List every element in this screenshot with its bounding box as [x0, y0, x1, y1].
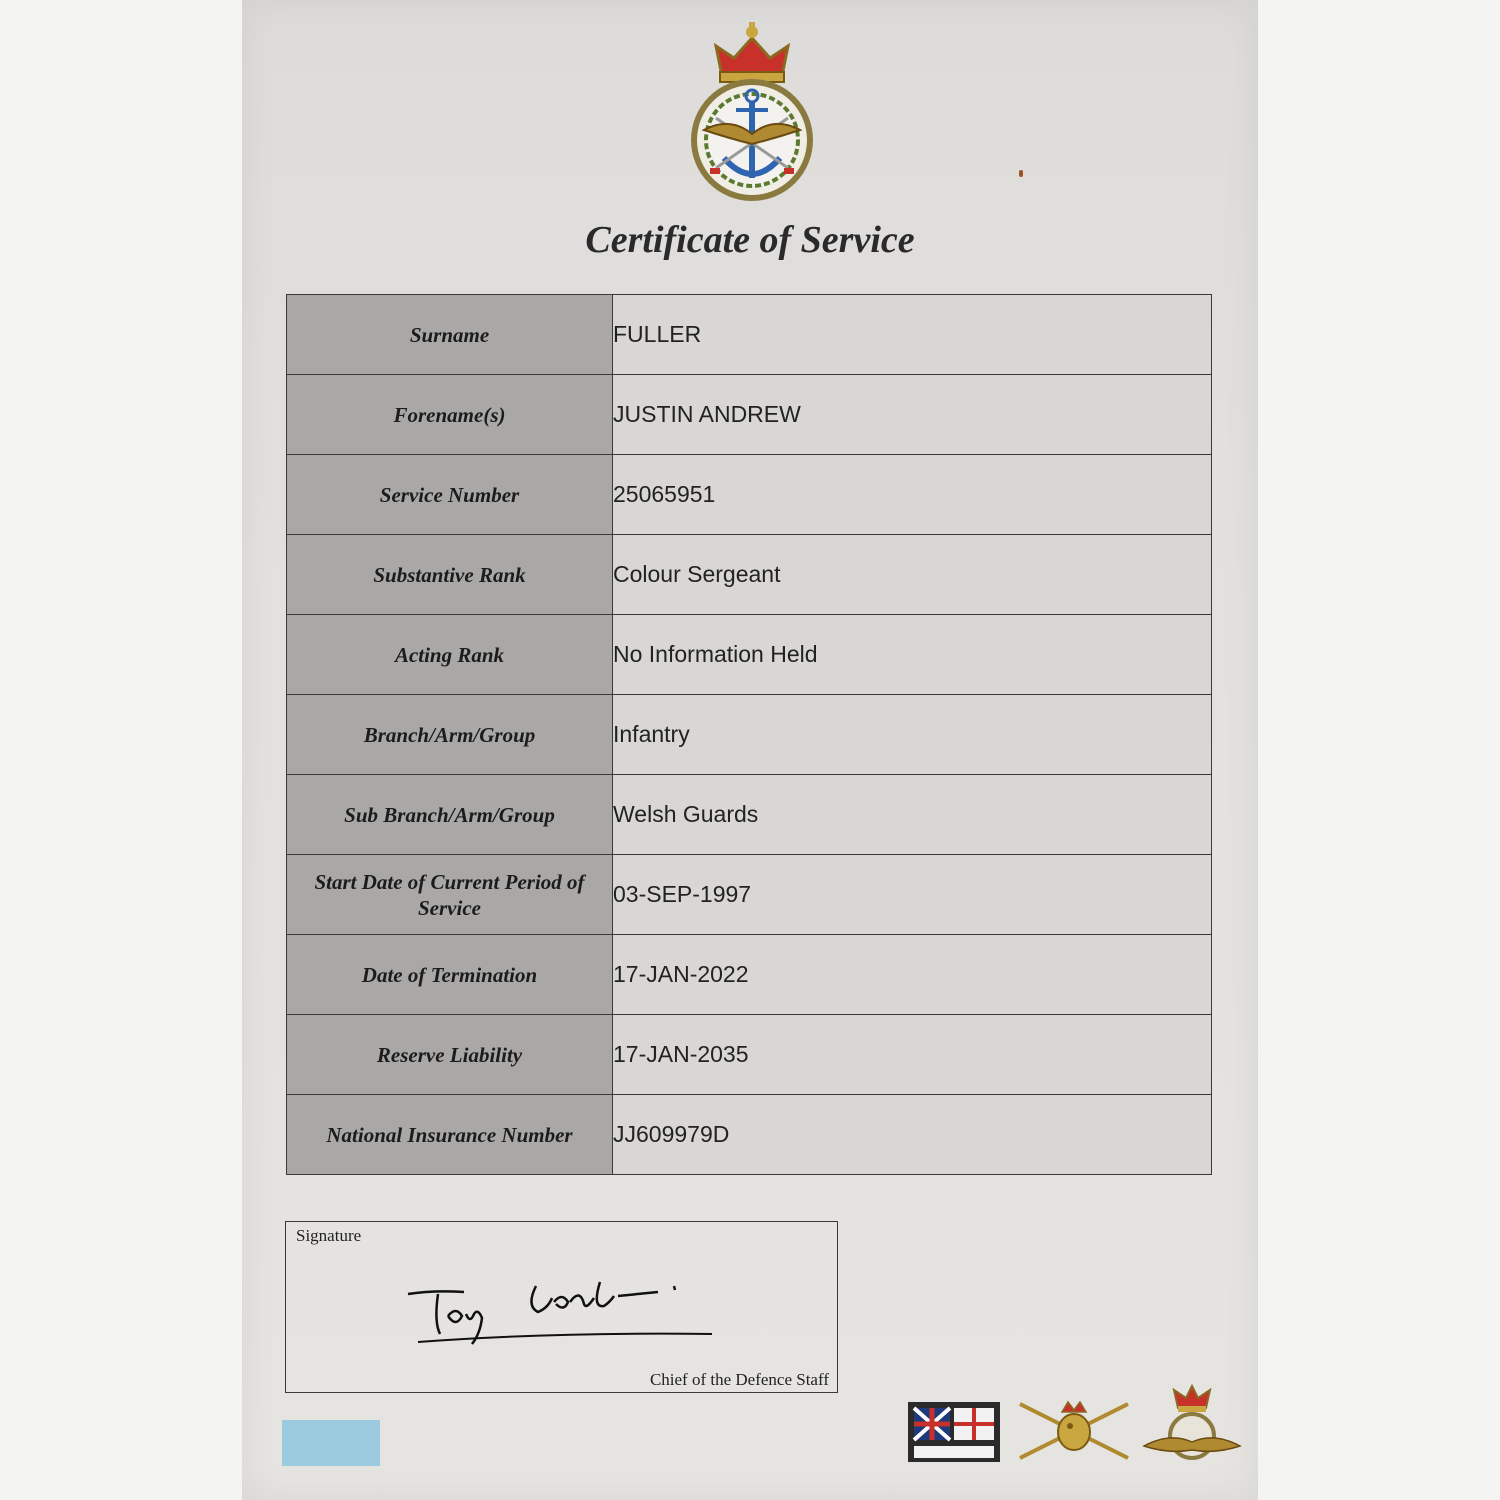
value-surname: FULLER — [613, 295, 1212, 375]
value-ni-number: JJ609979D — [613, 1095, 1212, 1175]
label-forenames: Forename(s) — [287, 375, 613, 455]
signatory-position: Chief of the Defence Staff — [649, 1370, 829, 1389]
certificate-title: Certificate of Service — [585, 219, 915, 261]
signature-label: Signature — [296, 1226, 362, 1245]
service-details-table — [286, 294, 1212, 1175]
row-service-number — [287, 455, 1212, 535]
label-substantive-rank: Substantive Rank — [287, 535, 613, 615]
handwritten-signature — [404, 1272, 724, 1362]
label-branch: Branch/Arm/Group — [287, 695, 613, 775]
label-service-number: Service Number — [287, 455, 613, 535]
value-acting-rank: No Information Held — [613, 615, 1212, 695]
royal-air-force-logo-icon — [1140, 1384, 1244, 1464]
label-ni-number: National Insurance Number — [287, 1095, 613, 1175]
british-army-logo-icon — [1014, 1398, 1134, 1464]
royal-navy-logo-icon — [908, 1402, 1000, 1462]
row-forenames — [287, 375, 1212, 455]
value-substantive-rank: Colour Sergeant — [613, 535, 1212, 615]
row-surname — [287, 295, 1212, 375]
row-reserve-liability — [287, 1015, 1212, 1095]
label-acting-rank: Acting Rank — [287, 615, 613, 695]
label-sub-branch: Sub Branch/Arm/Group — [287, 775, 613, 855]
row-branch — [287, 695, 1212, 775]
value-branch: Infantry — [613, 695, 1212, 775]
value-termination-date: 17-JAN-2022 — [613, 935, 1212, 1015]
value-start-date: 03-SEP-1997 — [613, 855, 1212, 935]
paper-speck — [1019, 170, 1023, 177]
label-start-date: Start Date of Current Period of Service — [287, 855, 613, 935]
row-substantive-rank — [287, 535, 1212, 615]
value-sub-branch: Welsh Guards — [613, 775, 1212, 855]
label-reserve-liability: Reserve Liability — [287, 1015, 613, 1095]
row-termination-date — [287, 935, 1212, 1015]
label-surname: Surname — [287, 295, 613, 375]
value-forenames: JUSTIN ANDREW — [613, 375, 1212, 455]
row-start-date — [287, 855, 1212, 935]
value-reserve-liability: 17-JAN-2035 — [613, 1015, 1212, 1095]
security-watermark — [282, 1420, 380, 1466]
row-ni-number — [287, 1095, 1212, 1175]
value-service-number: 25065951 — [613, 455, 1212, 535]
label-termination-date: Date of Termination — [287, 935, 613, 1015]
row-acting-rank — [287, 615, 1212, 695]
certificate-page — [242, 0, 1258, 1500]
tri-service-crest-icon — [686, 18, 818, 203]
signature-box — [285, 1221, 838, 1393]
row-sub-branch — [287, 775, 1212, 855]
